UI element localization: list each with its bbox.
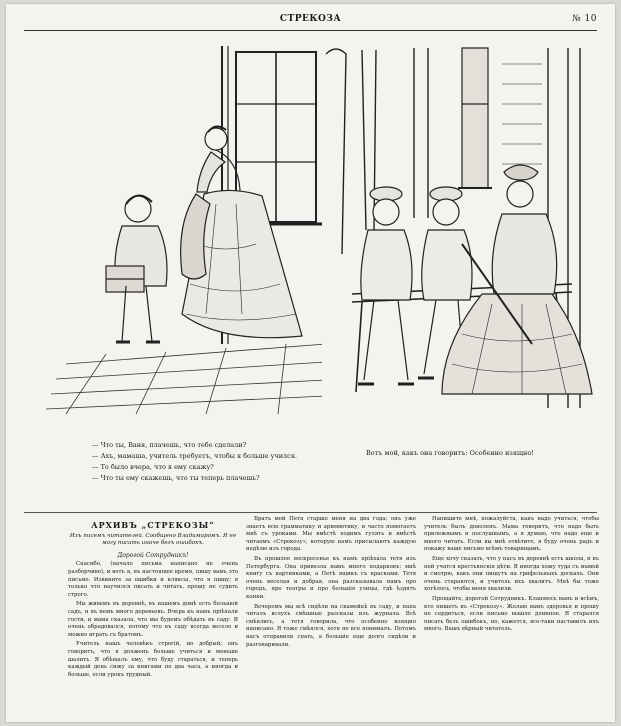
issue-number: № 10 <box>572 14 597 24</box>
illustration-boy-and-mother <box>46 44 326 414</box>
paragraph: Прощайте, дорогой Сотрудникъ. Кланяюсь вамъ и всѣмъ, кто пишетъ въ «Стрекозу». Желаю вамъ здоровья и прошу не сердиться, если письмо вышло длинное. Я старался писать безъ ошибокъ, но, кажется, все-таки наставилъ ихъ много. Вашъ вѣрный читатель. <box>424 595 599 633</box>
text-column-2 <box>246 516 416 721</box>
paragraph: Еще хочу сказать, что у насъ въ деревнѣ есть школа, и въ ней учатся крестьянскія дѣти. Я иногда хожу туда съ мамой и смотрю, какъ они пишутъ на грифельныхъ доскахъ. Они очень стараются, и учитель ихъ хвалитъ. Мнѣ бы тоже хотѣлось, чтобы меня хвалили. <box>424 555 599 593</box>
left-illustration-captions <box>92 440 332 484</box>
illustration-bench-scene <box>322 44 594 414</box>
text-column-1 <box>68 516 238 721</box>
caption-line: — Что ты, Ваня, плачешь, что тебе сделали? <box>92 441 247 449</box>
caption-line: — То было вчера, что я ему скажу? <box>92 463 214 471</box>
article-subtitle: Изъ писемъ читателей. Сообщено Владимиромъ. Я не могу писать иначе безъ ошибокъ. <box>69 532 237 547</box>
text-column-3 <box>424 516 599 721</box>
section-rule <box>24 512 597 513</box>
paragraph: Учитель нашъ человѣкъ строгій, но добрый; онъ говоритъ, что я долженъ больше учиться и меньше шалить. Я обѣщалъ ему, что буду стараться, и теперь каждый день сижу за книгами по два часа, а иногда и больше, если урокъ трудный. <box>68 641 238 678</box>
paragraph: Напишите мнѣ, пожалуйста, какъ надо учиться, чтобы учитель былъ доволенъ. Мама говоритъ, что надо быть прилежнымъ и послушнымъ, а я думаю, что надо еще и много читать. Если вы мнѣ отвѣтите, я буду очень радъ и покажу ваше письмо всѣмъ товарищамъ. <box>424 516 599 553</box>
page-header <box>24 14 597 28</box>
masthead-title: СТРЕКОЗА <box>279 14 342 24</box>
header-rule <box>24 30 597 31</box>
article-title: АРХИВЪ „СТРЕКОЗЫ“ <box>91 520 215 530</box>
caption-line: — Что ты ему скажешь, что ты теперь плачешь? <box>92 474 260 482</box>
paragraph: Въ прошлое воскресенье къ намъ пріѣхала тетя изъ Петербурга. Она привезла намъ много подарковъ: мнѣ книгу съ картинками, а Петѣ ящикъ съ красками. Тетя очень веселая и добрая, она разсказывала намъ про городъ, про театры и про большія улицы, гдѣ ѣздятъ конки. <box>246 555 416 600</box>
paragraph: Спасибо, (начало письма написано не очень разборчиво), и вотъ я, въ настоящее время, пишу вамъ это письмо. Извините за ошибки и кляксы, что я пишу; я только что научился писать и читать, прошу не судить строго. <box>68 561 238 598</box>
letter-salutation: Дорогой Сотрудникъ! <box>117 551 189 559</box>
paragraph: Мы живемъ въ деревнѣ, въ нашемъ домѣ есть большой садъ, и въ немъ много деревьевъ. Вчера къ намъ пріѣхали гости, и мама сказала, что мы будемъ обѣдать въ саду. Я очень обрадовался, потому что въ саду всегда весело и можно играть съ братомъ. <box>68 601 238 638</box>
paragraph: Вечеромъ мы всѣ сидѣли на скамейкѣ въ саду, и папа читалъ вслухъ смѣшные разсказы изъ журнала. Всѣ смѣялись, а тетя говорила, что особенно изящно написано. Я тоже смѣялся, хотя не все понималъ. Потомъ насъ отправили спать, а большіе еще долго сидѣли и разговаривали. <box>246 603 416 648</box>
caption-line: — Ахъ, мамаша, учитель требуетъ, чтобы я больше учился. <box>92 452 297 460</box>
newspaper-page <box>6 4 615 722</box>
right-illustration-caption: Вотъ мой, какъ она говоритъ: Особенно изящно! <box>366 449 534 457</box>
paragraph: Братъ мой Петя старше меня на два года; онъ уже знаетъ всю грамматику и ариѳметику, и часто помогаетъ мнѣ съ уроками. Мы вмѣстѣ ходимъ гулять и вмѣстѣ читаемъ «Стрекозу», которую намъ присылаютъ каждую недѣлю изъ города. <box>246 516 416 553</box>
